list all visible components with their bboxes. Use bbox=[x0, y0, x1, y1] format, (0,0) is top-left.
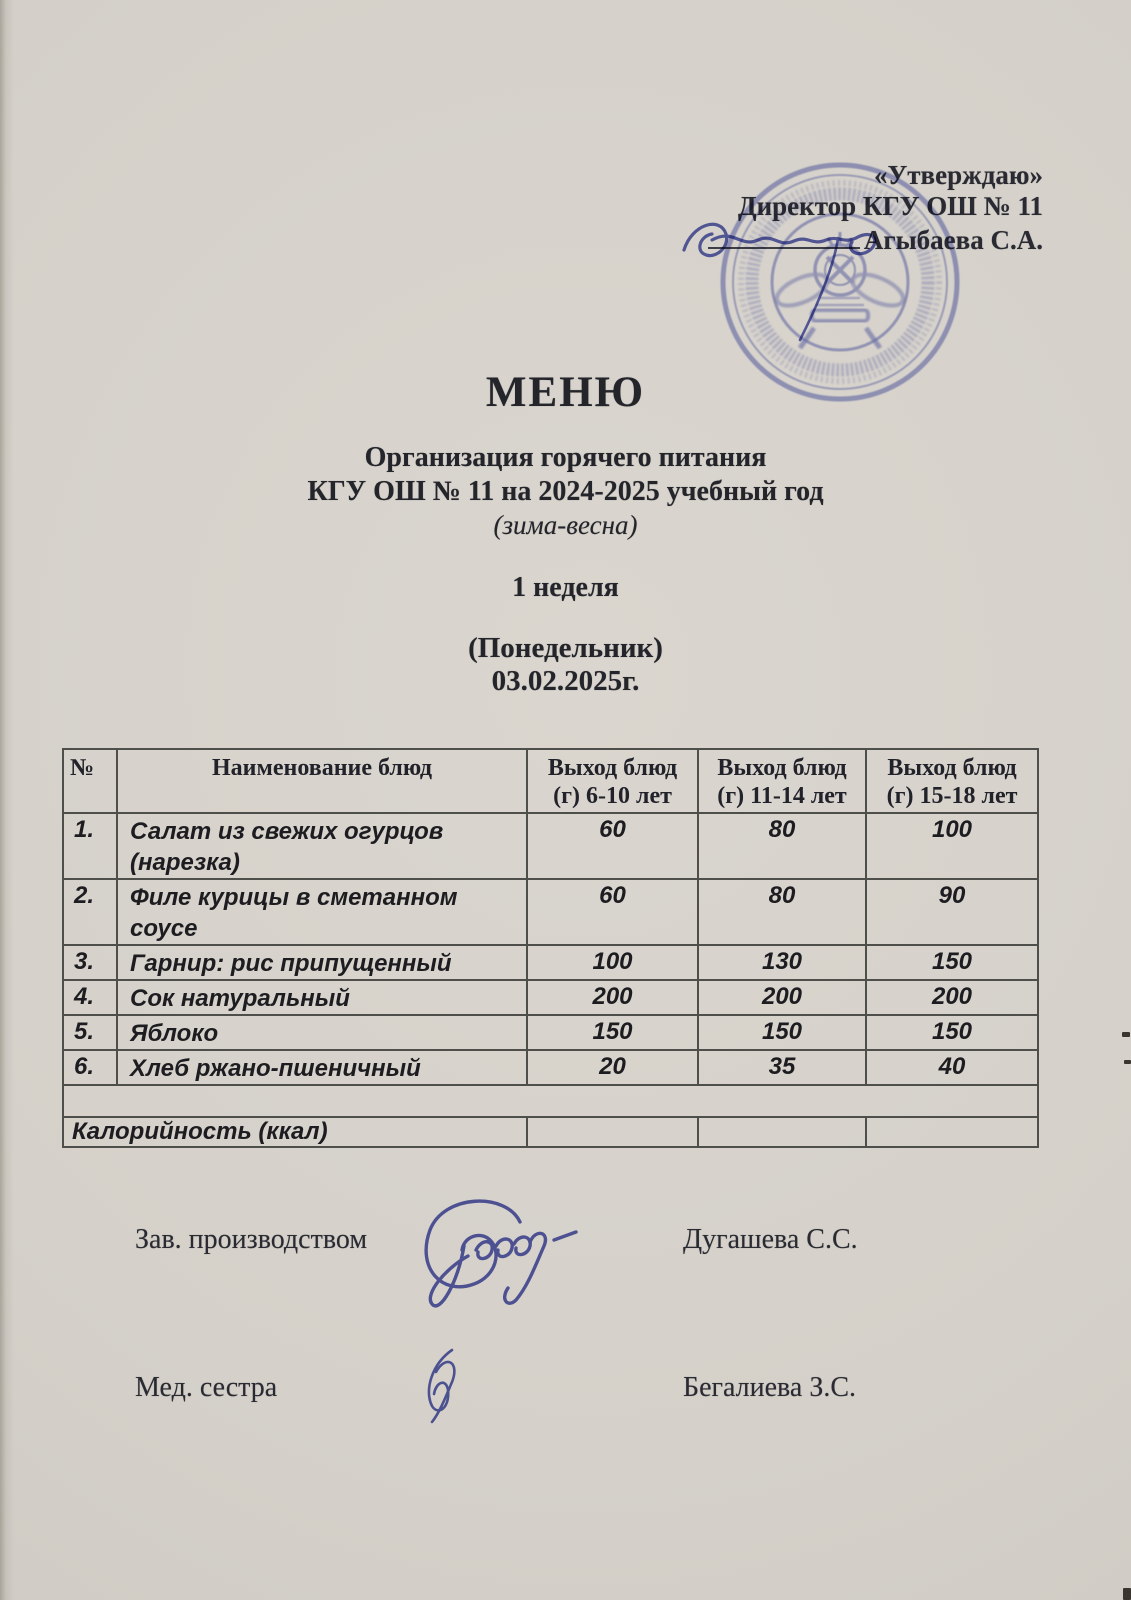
subtitle-line3: (зима-весна) bbox=[493, 510, 638, 540]
table-row: 5. Яблоко 150 150 150 bbox=[63, 1015, 1038, 1050]
empty-spacer-row bbox=[63, 1085, 1038, 1117]
calories-label: Калорийность (ккал) bbox=[63, 1117, 527, 1147]
name-production-manager: Дугашева С.С. bbox=[683, 1224, 858, 1255]
menu-table bbox=[62, 748, 1039, 1148]
calories-value-3 bbox=[866, 1117, 1038, 1147]
date-label: 03.02.2025г. bbox=[491, 665, 640, 697]
calories-value-1 bbox=[527, 1117, 698, 1147]
scan-artifact bbox=[1124, 1060, 1131, 1064]
director-signature bbox=[668, 208, 918, 358]
subtitle-line2: КГУ ОШ № 11 на 2024-2025 учебный год bbox=[307, 476, 824, 507]
table-row: 3. Гарнир: рис припущенный 100 130 150 bbox=[63, 945, 1038, 980]
col-header-out2: Выход блюд (г) 11-14 лет bbox=[698, 749, 866, 813]
table-row: 6. Хлеб ржано-пшеничный 20 35 40 bbox=[63, 1050, 1038, 1085]
col-header-num: № bbox=[63, 749, 117, 813]
director-name: Агыбаева С.А. bbox=[863, 225, 1043, 255]
doc-title: МЕНЮ bbox=[485, 369, 646, 416]
name-nurse: Бегалиева З.С. bbox=[683, 1372, 857, 1403]
table-row: 4. Сок натуральный 200 200 200 bbox=[63, 980, 1038, 1015]
weekday-label: (Понедельник) bbox=[468, 632, 663, 664]
week-label: 1 неделя bbox=[512, 572, 619, 603]
subtitle-line1: Организация горячего питания bbox=[364, 442, 767, 473]
col-header-out1: Выход блюд (г) 6-10 лет bbox=[527, 749, 698, 813]
approval-word: «Утверждаю» bbox=[873, 160, 1043, 190]
scan-artifact bbox=[1122, 1032, 1130, 1037]
scan-artifact bbox=[1123, 1588, 1131, 1600]
col-header-out3: Выход блюд (г) 15-18 лет bbox=[866, 749, 1038, 813]
table-row: 2. Филе курицы в сметанном соусе 60 80 90 bbox=[63, 879, 1038, 945]
table-row: 1. Салат из свежих огурцов (нарезка) 60 80 100 bbox=[63, 813, 1038, 879]
nurse-signature bbox=[412, 1338, 476, 1438]
role-nurse: Мед. сестра bbox=[135, 1372, 278, 1403]
approval-director-line: Директор КГУ ОШ № 11 bbox=[738, 191, 1043, 221]
table-header-row bbox=[63, 749, 1038, 813]
col-header-name: Наименование блюд bbox=[117, 749, 527, 813]
calories-row bbox=[63, 1117, 1038, 1147]
production-manager-signature bbox=[378, 1188, 613, 1328]
calories-value-2 bbox=[698, 1117, 866, 1147]
role-production-manager: Зав. производством bbox=[135, 1224, 368, 1255]
